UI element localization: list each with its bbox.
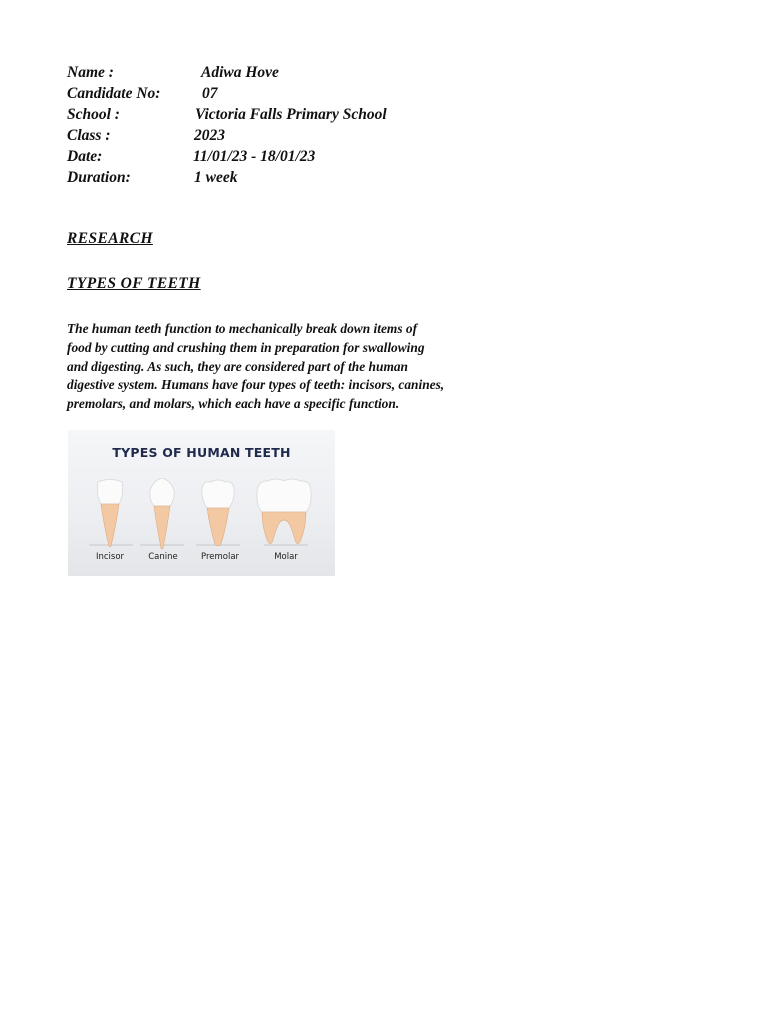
research-heading: RESEARCH xyxy=(67,230,153,247)
class-label: Class : xyxy=(67,127,111,144)
candidate-value: 07 xyxy=(202,85,218,102)
canine-label: Canine xyxy=(148,552,178,562)
teeth-paragraph xyxy=(67,320,492,414)
candidate-label: Candidate No: xyxy=(67,85,161,102)
paragraph-line: digestive system. Humans have four types of teeth: incisors, canines, xyxy=(67,377,445,393)
duration-label: Duration: xyxy=(67,169,131,186)
canine-tooth-icon xyxy=(144,478,180,550)
name-value: Adiwa Hove xyxy=(201,64,279,81)
date-label: Date: xyxy=(67,148,103,165)
figure-title: TYPES OF HUMAN TEETH xyxy=(112,445,291,460)
date-value: 11/01/23 - 18/01/23 xyxy=(193,148,316,165)
paragraph-line: food by cutting and crushing them in preparation for swallowing xyxy=(67,339,425,355)
school-label: School : xyxy=(67,106,120,123)
incisor-tooth-icon xyxy=(92,478,128,550)
molar-label: Molar xyxy=(274,552,298,562)
premolar-label: Premolar xyxy=(200,552,240,562)
types-of-teeth-heading: TYPES OF TEETH xyxy=(67,275,201,292)
premolar-tooth-icon xyxy=(198,478,238,550)
name-label: Name : xyxy=(67,64,114,81)
paragraph-line: and digesting. As such, they are considered part of the human xyxy=(67,358,409,374)
paragraph-line: The human teeth function to mechanically break down items of xyxy=(67,321,418,336)
types-of-teeth-figure xyxy=(68,430,335,576)
molar-tooth-icon xyxy=(254,478,314,550)
incisor-label: Incisor xyxy=(95,552,125,562)
paragraph-line: premolars, and molars, which each have a specific function. xyxy=(67,396,400,412)
school-value: Victoria Falls Primary School xyxy=(195,106,387,123)
class-value: 2023 xyxy=(194,127,225,144)
duration-value: 1 week xyxy=(194,169,238,186)
